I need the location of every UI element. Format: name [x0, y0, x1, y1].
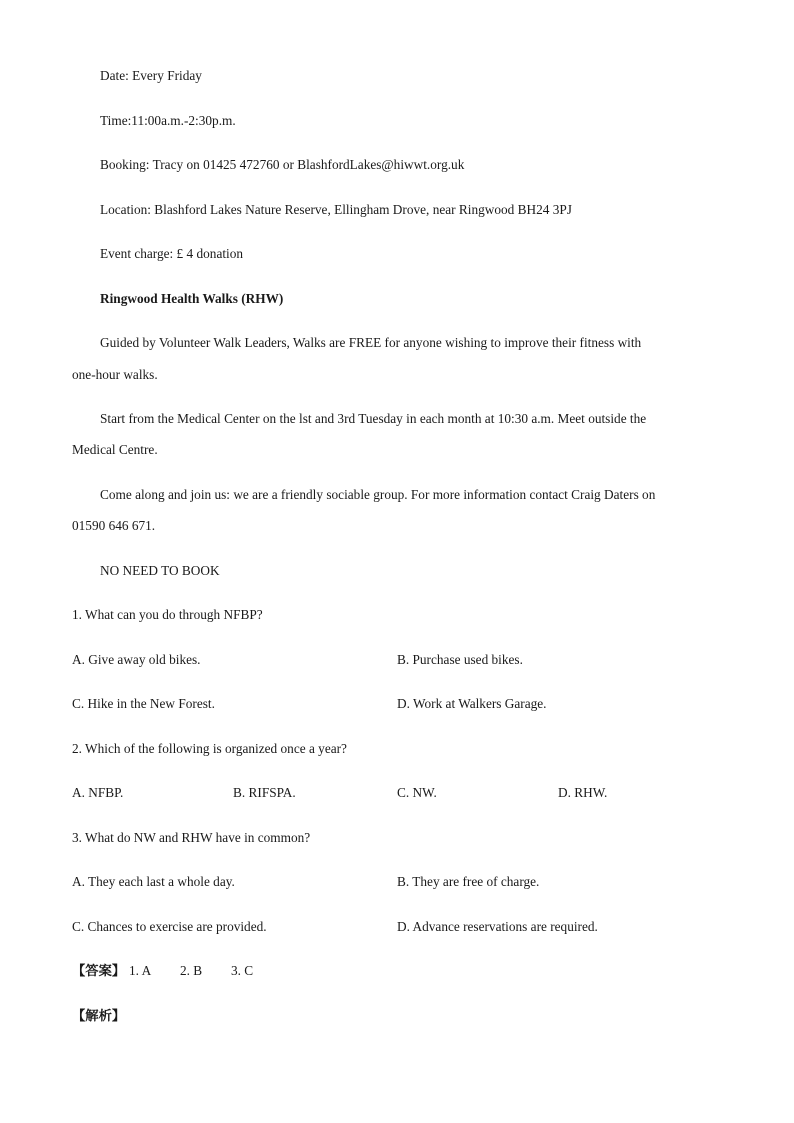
question-1-option-b: B. Purchase used bikes.	[397, 652, 523, 667]
question-2-option-b: B. RIFSPA.	[233, 785, 296, 800]
rhw-heading: Ringwood Health Walks (RHW)	[100, 291, 284, 306]
question-3-option-a: A. They each last a whole day.	[72, 874, 235, 889]
rhw-paragraph-3-line-1: Come along and join us: we are a friendly sociable group. For more information contact Craig Daters on	[100, 487, 656, 502]
question-2-option-a: A. NFBP.	[72, 785, 124, 800]
event-booking: Booking: Tracy on 01425 472760 or BlashfordLakes@hiwwt.org.uk	[100, 157, 465, 172]
question-3-option-c: C. Chances to exercise are provided.	[72, 919, 267, 934]
question-2-option-c: C. NW.	[397, 785, 437, 800]
question-3-stem: 3. What do NW and RHW have in common?	[72, 830, 311, 845]
answer-1: 1. A	[129, 963, 152, 978]
question-1-option-a: A. Give away old bikes.	[72, 652, 201, 667]
answer-tag: 【答案】	[72, 963, 126, 978]
question-2-stem: 2. Which of the following is organized once a year?	[72, 741, 347, 756]
answer-3: 3. C	[231, 963, 254, 978]
rhw-paragraph-3-line-2: 01590 646 671.	[72, 518, 156, 533]
answer-line	[72, 963, 125, 979]
question-2-option-d: D. RHW.	[558, 785, 608, 800]
no-need-to-book: NO NEED TO BOOK	[100, 563, 220, 578]
question-1-option-d: D. Work at Walkers Garage.	[397, 696, 547, 711]
rhw-paragraph-1-line-1: Guided by Volunteer Walk Leaders, Walks are FREE for anyone wishing to improve their fitness with	[100, 335, 642, 350]
question-1-option-c: C. Hike in the New Forest.	[72, 696, 215, 711]
question-1-stem: 1. What can you do through NFBP?	[72, 607, 263, 622]
event-charge: Event charge: £ 4 donation	[100, 246, 244, 261]
event-time: Time:11:00a.m.-2:30p.m.	[100, 113, 236, 128]
question-3-option-d: D. Advance reservations are required.	[397, 919, 598, 934]
event-location: Location: Blashford Lakes Nature Reserve, Ellingham Drove, near Ringwood BH24 3PJ	[100, 202, 572, 217]
event-date: Date: Every Friday	[100, 68, 202, 83]
analysis-tag: 【解析】	[72, 1008, 126, 1023]
question-3-option-b: B. They are free of charge.	[397, 874, 540, 889]
rhw-paragraph-1-line-2: one-hour walks.	[72, 367, 158, 382]
rhw-paragraph-2-line-1: Start from the Medical Center on the lst and 3rd Tuesday in each month at 10:30 a.m. Meet outside the	[100, 411, 647, 426]
answer-2: 2. B	[180, 963, 203, 978]
rhw-paragraph-2-line-2: Medical Centre.	[72, 442, 158, 457]
